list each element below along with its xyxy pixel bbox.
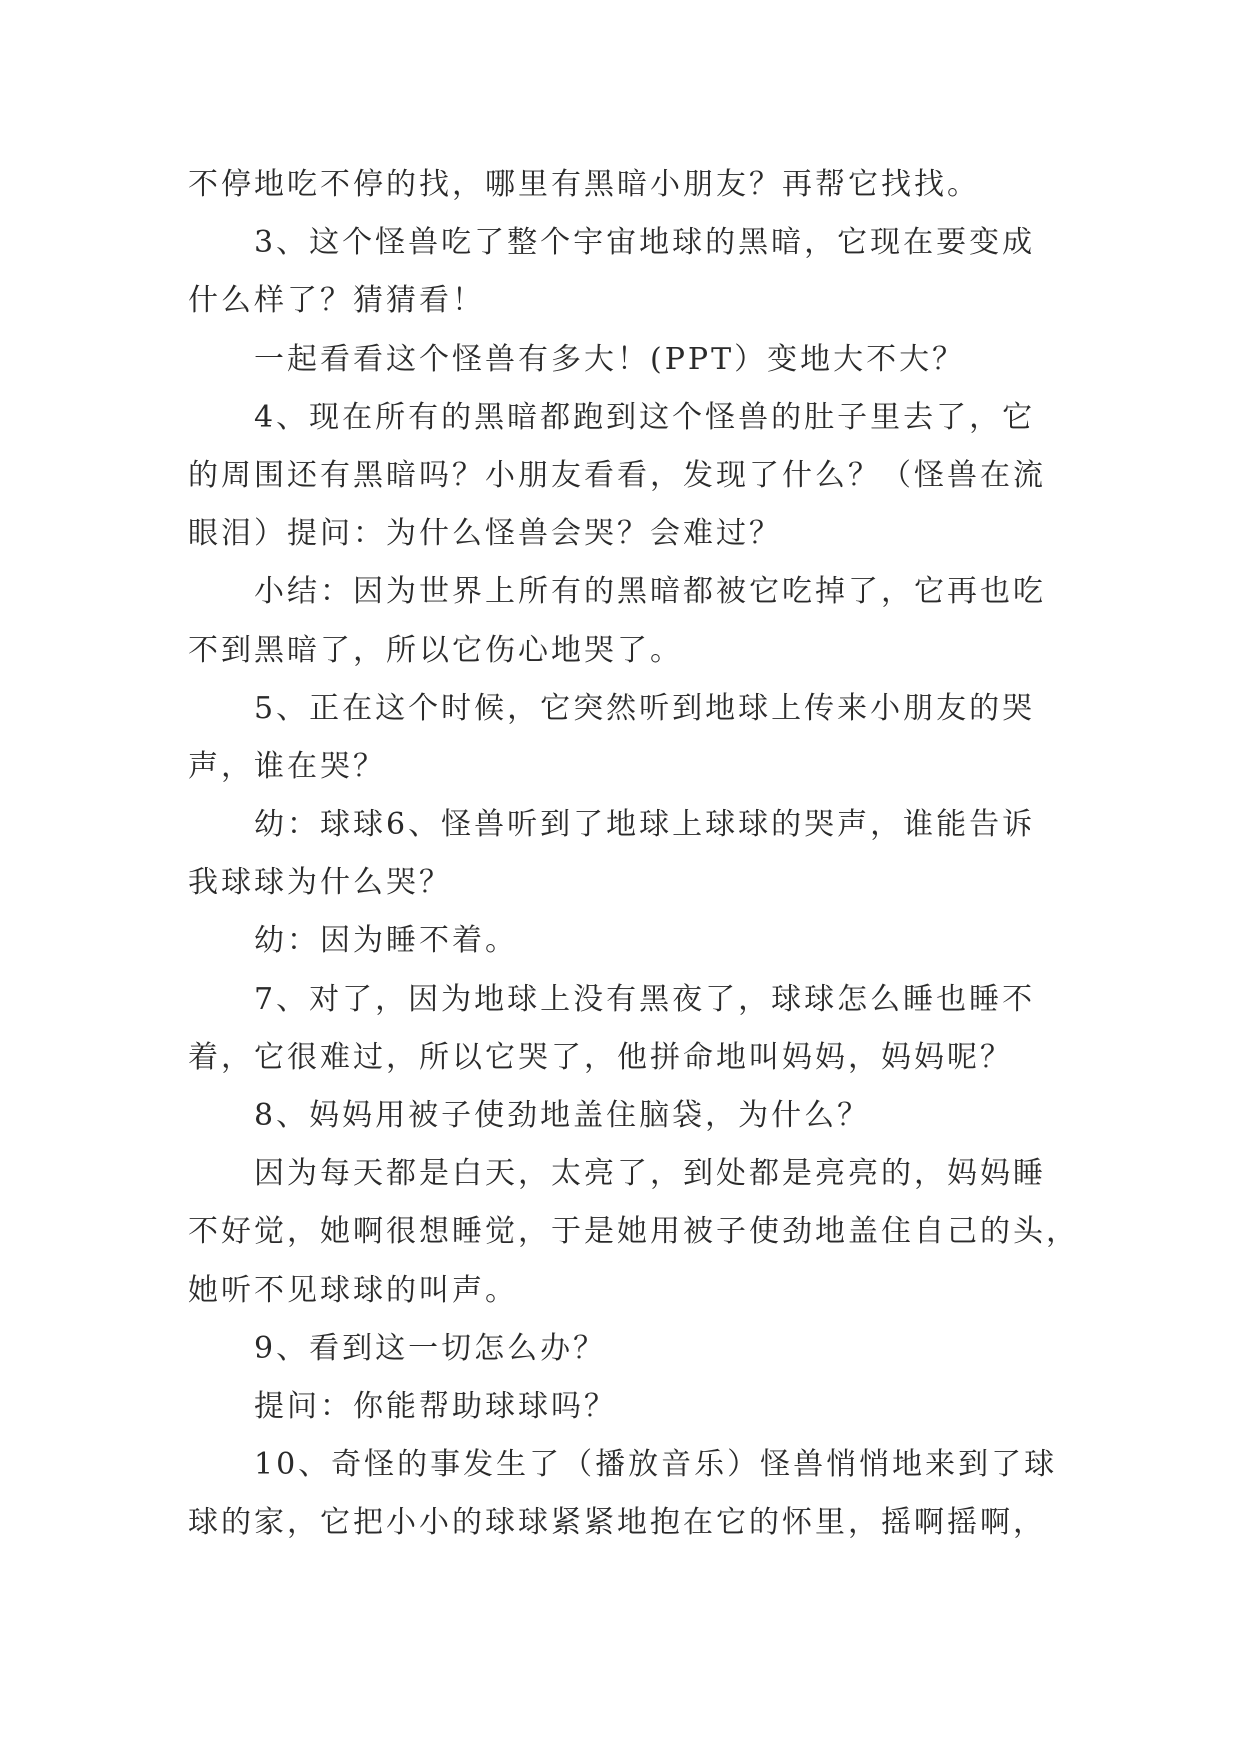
text-line: 10、奇怪的事发生了（播放音乐）怪兽悄悄地来到了球 <box>254 1447 1058 1483</box>
text-line: 声，谁在哭？ <box>188 748 386 784</box>
text-line: 不好觉，她啊很想睡觉，于是她用被子使劲地盖住自己的头， <box>188 1214 1079 1250</box>
text-line: 不到黑暗了，所以它伤心地哭了。 <box>188 632 683 668</box>
text-line: 4、现在所有的黑暗都跑到这个怪兽的肚子里去了，它 <box>254 399 1036 435</box>
text-line: 9、看到这一切怎么办？ <box>254 1330 607 1366</box>
text-line: 7、对了，因为地球上没有黑夜了，球球怎么睡也睡不 <box>254 981 1036 1017</box>
text-line: 小结：因为世界上所有的黑暗都被它吃掉了，它再也吃 <box>254 574 1046 610</box>
text-line: 什么样了？猜猜看！ <box>188 283 485 319</box>
text-line: 提问：你能帮助球球吗？ <box>254 1388 617 1424</box>
text-line: 她听不见球球的叫声。 <box>188 1272 518 1308</box>
text-line: 8、妈妈用被子使劲地盖住脑袋，为什么？ <box>254 1098 871 1133</box>
text-line: 的周围还有黑暗吗？小朋友看看，发现了什么？（怪兽在流 <box>188 457 1046 493</box>
document-body <box>188 156 1079 1553</box>
text-line: 5、正在这个时候，它突然听到地球上传来小朋友的哭 <box>254 690 1036 726</box>
text-line: 幼：因为睡不着。 <box>254 923 518 959</box>
text-line: 着，它很难过，所以它哭了，他拼命地叫妈妈，妈妈呢？ <box>188 1039 1013 1075</box>
text-line: 球的家，它把小小的球球紧紧地抱在它的怀里，摇啊摇啊， <box>188 1505 1046 1541</box>
text-line: 一起看看这个怪兽有多大！(PPT）变地大不大？ <box>254 341 966 377</box>
text-line: 不停地吃不停的找，哪里有黑暗小朋友？再帮它找找。 <box>188 167 980 202</box>
text-line: 眼泪）提问：为什么怪兽会哭？会难过？ <box>188 516 782 552</box>
text-line: 幼：球球6、怪兽听到了地球上球球的哭声，谁能告诉 <box>254 807 1036 843</box>
text-line: 因为每天都是白天，太亮了，到处都是亮亮的，妈妈睡 <box>254 1156 1046 1192</box>
text-line: 3、这个怪兽吃了整个宇宙地球的黑暗，它现在要变成 <box>254 225 1036 261</box>
text-line: 我球球为什么哭？ <box>188 865 452 901</box>
